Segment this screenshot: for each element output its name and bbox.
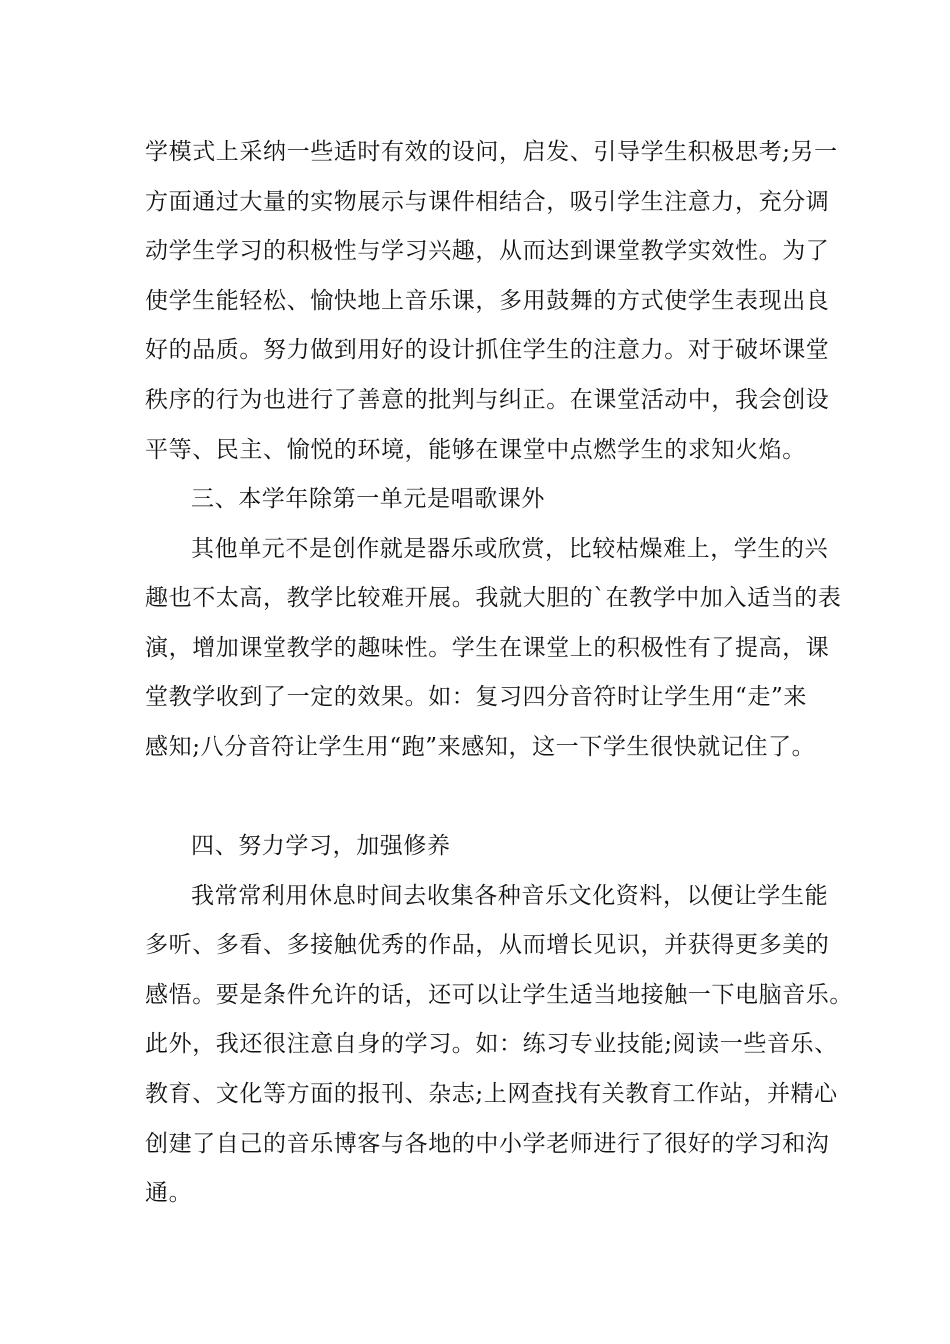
text-line: 创建了自己的音乐博客与各地的中小学老师进行了很好的学习和沟	[145, 1131, 830, 1157]
text-line: 使学生能轻松、愉快地上音乐课，多用鼓舞的方式使学生表现出良	[145, 288, 830, 314]
text-line: 动学生学习的积极性与学习兴趣，从而达到课堂教学实效性。为了	[145, 238, 830, 264]
text-line: 教育、文化等方面的报刊、杂志;上网查找有关教育工作站，并精心	[145, 1081, 838, 1107]
text-line: 学模式上采纳一些适时有效的设问，启发、引导学生积极思考;另一	[145, 139, 838, 165]
text-line: 感知;八分音符让学生用“跑”来感知，这一下学生很快就记住了。	[145, 734, 816, 760]
text-line: 感悟。要是条件允许的话，还可以让学生适当地接触一下电脑音乐。	[145, 982, 853, 1008]
text-line: 好的品质。努力做到用好的设计抓住学生的注意力。对于破坏课堂	[145, 337, 830, 363]
section-heading: 三、本学年除第一单元是唱歌课外	[191, 486, 545, 512]
text-line: 秩序的行为也进行了善意的批判与纠正。在课堂活动中，我会创设	[145, 387, 830, 413]
section-heading: 四、努力学习，加强修养	[191, 833, 451, 859]
text-line: 多听、多看、多接触优秀的作品，从而增长见识，并获得更多美的	[145, 932, 830, 958]
text-line: 此外，我还很注意自身的学习。如：练习专业技能;阅读一些音乐、	[145, 1031, 838, 1057]
text-line: 平等、民主、愉悦的环境，能够在课堂中点燃学生的求知火焰。	[145, 437, 806, 463]
text-line: 方面通过大量的实物展示与课件相结合，吸引学生注意力，充分调	[145, 189, 830, 215]
text-line: 我常常利用休息时间去收集各种音乐文化资料，以便让学生能	[191, 883, 829, 909]
text-line: 趣也不太高，教学比较难开展。我就大胆的`在教学中加入适当的表	[145, 585, 842, 611]
text-line: 堂教学收到了一定的效果。如：复习四分音符时让学生用“走”来	[145, 684, 807, 710]
text-line: 其他单元不是创作就是器乐或欣赏，比较枯燥难上，学生的兴	[191, 536, 829, 562]
text-line: 通。	[145, 1180, 193, 1206]
text-line: 演，增加课堂教学的趣味性。学生在课堂上的积极性有了提高，课	[145, 635, 830, 661]
